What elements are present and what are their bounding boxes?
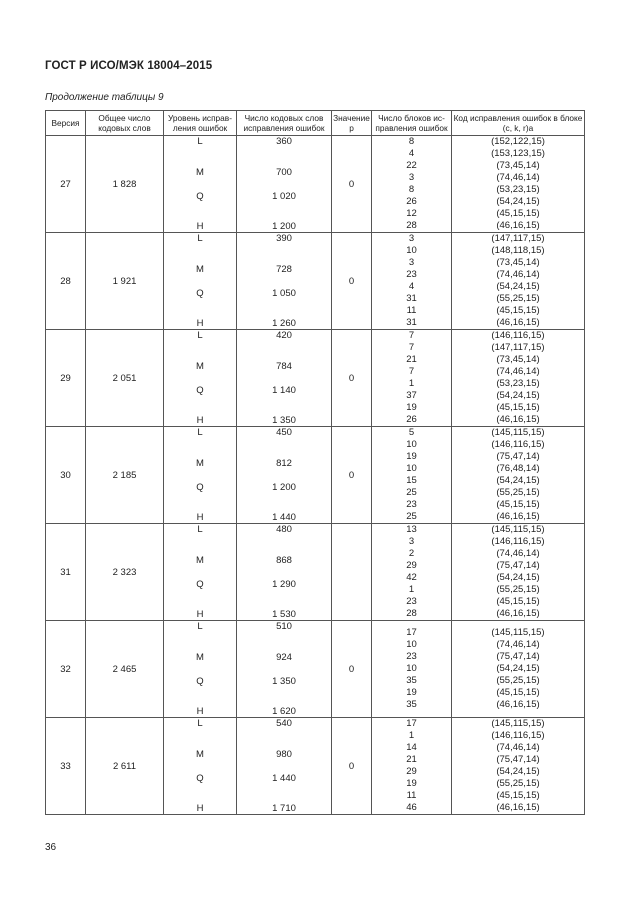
ec-codewords-cell-item: 1 440 bbox=[272, 772, 296, 784]
block-code-cell bbox=[452, 136, 585, 233]
ec-level-cell-item: H bbox=[196, 512, 204, 523]
ec-blocks-cell-item: 37 bbox=[406, 390, 417, 401]
block-code-cell-item: (74,46,14) bbox=[496, 172, 540, 183]
ec-blocks-cell-item: 11 bbox=[406, 790, 417, 801]
block-code-cell-item: (46,16,15) bbox=[496, 608, 540, 619]
ec-codewords-cell-item: 868 bbox=[276, 554, 292, 566]
ec-codewords-cell-item: 360 bbox=[276, 136, 292, 147]
ec-level-cell-item: H bbox=[196, 221, 204, 232]
ec-blocks-cell-item: 25 bbox=[406, 487, 417, 498]
ec-codewords-cell-item: 1 020 bbox=[272, 190, 296, 202]
ec-blocks-cell-item: 22 bbox=[406, 160, 417, 171]
block-code-cell-item: (45,15,15) bbox=[496, 208, 540, 219]
block-code-cell-item: (75,47,14) bbox=[496, 560, 540, 571]
block-code-cell-item: (55,25,15) bbox=[496, 584, 540, 595]
ec-blocks-cell-item: 17 bbox=[406, 718, 417, 729]
ec-blocks-cell-item: 7 bbox=[408, 330, 415, 341]
block-code-cell-item: (54,24,15) bbox=[496, 281, 540, 292]
ec-blocks-cell-item: 5 bbox=[408, 427, 415, 438]
ec-level-cell bbox=[164, 524, 237, 621]
ec-blocks-cell-item: 11 bbox=[406, 305, 417, 316]
ec-codewords-cell-item: 1 140 bbox=[272, 384, 296, 396]
block-code-cell-item: (54,24,15) bbox=[496, 196, 540, 207]
block-code-cell-item: (73,45,14) bbox=[496, 354, 540, 365]
ec-codewords-cell bbox=[237, 524, 332, 621]
ec-blocks-cell-item: 21 bbox=[406, 354, 417, 365]
ec-level-cell-item: M bbox=[196, 554, 204, 566]
ec-blocks-cell-item: 10 bbox=[406, 439, 417, 450]
ec-codewords-cell-item: 1 530 bbox=[272, 609, 296, 620]
ec-blocks-cell-item: 31 bbox=[406, 317, 417, 328]
block-code-cell-item: (46,16,15) bbox=[496, 511, 540, 522]
ec-codewords-cell bbox=[237, 233, 332, 330]
ec-level-cell bbox=[164, 233, 237, 330]
block-code-cell-item: (54,24,15) bbox=[496, 390, 540, 401]
block-code-cell-item: (148,118,15) bbox=[491, 245, 545, 256]
ec-blocks-cell-item: 26 bbox=[406, 414, 417, 425]
block-code-cell-item: (45,15,15) bbox=[496, 499, 540, 510]
block-code-cell-item: (76,48,14) bbox=[496, 463, 540, 474]
ec-codewords-cell-item: 1 350 bbox=[272, 675, 296, 687]
ec-blocks-cell-item: 3 bbox=[408, 257, 415, 268]
ec-level-cell-item: Q bbox=[196, 190, 204, 202]
p-value-cell: 0 bbox=[332, 136, 372, 233]
table-row bbox=[46, 330, 585, 427]
ec-level-cell-item: H bbox=[196, 415, 204, 426]
ec-blocks-cell-item: 26 bbox=[406, 196, 417, 207]
ec-blocks-cell-item: 28 bbox=[406, 608, 417, 619]
ec-codewords-cell-item: 510 bbox=[276, 621, 292, 632]
column-header-ec-level: Уровень исправ-ления ошибок bbox=[164, 111, 237, 136]
column-header-p-value: Значение p bbox=[332, 111, 372, 136]
ec-codewords-cell bbox=[237, 718, 332, 815]
table-header-row bbox=[46, 111, 585, 136]
ec-blocks-cell-item: 1 bbox=[408, 584, 415, 595]
ec-level-cell-item: M bbox=[196, 651, 204, 663]
ec-level-cell-item: H bbox=[196, 803, 204, 814]
ec-codewords-cell bbox=[237, 330, 332, 427]
block-code-cell-item: (55,25,15) bbox=[496, 778, 540, 789]
block-code-cell-item: (45,15,15) bbox=[496, 790, 540, 801]
table-row bbox=[46, 427, 585, 524]
ec-blocks-cell-item: 10 bbox=[406, 663, 417, 674]
block-code-cell-item: (73,45,14) bbox=[496, 257, 540, 268]
ec-blocks-cell-item: 7 bbox=[408, 366, 415, 377]
ec-blocks-cell-item: 10 bbox=[406, 245, 417, 256]
ec-blocks-cell-item: 4 bbox=[408, 281, 415, 292]
table-caption: Продолжение таблицы 9 bbox=[45, 92, 164, 103]
block-code-cell-item: (145,115,15) bbox=[491, 718, 545, 729]
ec-codewords-cell-item: 1 290 bbox=[272, 578, 296, 590]
column-header-total-codewords: Общее число кодовых слов bbox=[86, 111, 164, 136]
block-code-cell-item: (45,15,15) bbox=[496, 305, 540, 316]
ec-blocks-cell-item: 10 bbox=[406, 639, 417, 650]
ec-blocks-cell-item: 1 bbox=[408, 730, 415, 741]
ec-blocks-cell-item: 8 bbox=[408, 136, 415, 147]
ec-codewords-cell-item: 924 bbox=[276, 651, 292, 663]
ec-blocks-cell bbox=[372, 427, 452, 524]
column-header-version: Версия bbox=[46, 111, 86, 136]
block-code-cell-item: (46,16,15) bbox=[496, 317, 540, 328]
ec-codewords-cell bbox=[237, 621, 332, 718]
ec-level-cell-item: M bbox=[196, 263, 204, 275]
column-header-ec-blocks: Число блоков ис-правления ошибок bbox=[372, 111, 452, 136]
ec-level-cell-item: Q bbox=[196, 384, 204, 396]
p-value-cell: 0 bbox=[332, 330, 372, 427]
ec-level-cell bbox=[164, 330, 237, 427]
ec-codewords-cell-item: 700 bbox=[276, 166, 292, 178]
block-code-cell-item: (146,116,15) bbox=[491, 439, 545, 450]
ec-blocks-cell-item: 29 bbox=[406, 766, 417, 777]
block-code-cell-item: (54,24,15) bbox=[496, 572, 540, 583]
block-code-cell-item: (145,115,15) bbox=[491, 524, 545, 535]
ec-blocks-cell-item: 7 bbox=[408, 342, 415, 353]
ec-codewords-cell-item: 1 620 bbox=[272, 706, 296, 717]
version-cell: 33 bbox=[46, 718, 86, 815]
ec-level-cell-item: L bbox=[197, 621, 203, 632]
total-codewords-cell: 2 323 bbox=[86, 524, 164, 621]
version-cell: 32 bbox=[46, 621, 86, 718]
ec-blocks-cell-item: 28 bbox=[406, 220, 417, 231]
ec-codewords-cell-item: 480 bbox=[276, 524, 292, 535]
block-code-cell-item: (74,46,14) bbox=[496, 639, 540, 650]
ec-blocks-cell-item: 2 bbox=[408, 548, 415, 559]
block-code-cell-item: (45,15,15) bbox=[496, 596, 540, 607]
ec-codewords-cell-item: 1 200 bbox=[272, 481, 296, 493]
ec-level-cell-item: H bbox=[196, 706, 204, 717]
p-value-cell bbox=[332, 524, 372, 621]
ec-blocks-cell-item: 25 bbox=[406, 511, 417, 522]
ec-level-cell-item: L bbox=[197, 427, 203, 438]
ec-level-cell-item: Q bbox=[196, 287, 204, 299]
block-code-cell-item: (146,116,15) bbox=[491, 730, 545, 741]
ec-level-cell-item: L bbox=[197, 524, 203, 535]
ec-codewords-cell-item: 390 bbox=[276, 233, 292, 244]
total-codewords-cell: 2 051 bbox=[86, 330, 164, 427]
version-cell: 27 bbox=[46, 136, 86, 233]
block-code-cell-item: (146,116,15) bbox=[491, 536, 545, 547]
ec-blocks-cell-item: 12 bbox=[406, 208, 417, 219]
block-code-cell bbox=[452, 524, 585, 621]
version-cell: 28 bbox=[46, 233, 86, 330]
page-number: 36 bbox=[45, 842, 57, 853]
ec-blocks-cell-item: 46 bbox=[406, 802, 417, 813]
block-code-cell-item: (46,16,15) bbox=[496, 699, 540, 710]
ec-level-cell-item: Q bbox=[196, 675, 204, 687]
ec-blocks-cell-item: 23 bbox=[406, 269, 417, 280]
block-code-cell bbox=[452, 621, 585, 718]
ec-codewords-cell-item: 980 bbox=[276, 748, 292, 760]
block-code-cell-item: (153,123,15) bbox=[491, 148, 545, 159]
ec-level-cell bbox=[164, 136, 237, 233]
ec-level-cell bbox=[164, 718, 237, 815]
block-code-cell-item: (152,122,15) bbox=[491, 136, 545, 147]
block-code-cell-item: (45,15,15) bbox=[496, 402, 540, 413]
ec-blocks-cell bbox=[372, 524, 452, 621]
block-code-cell-item: (145,115,15) bbox=[491, 627, 545, 638]
ec-level-cell-item: L bbox=[197, 330, 203, 341]
total-codewords-cell: 1 828 bbox=[86, 136, 164, 233]
block-code-cell-item: (46,16,15) bbox=[496, 414, 540, 425]
version-cell: 30 bbox=[46, 427, 86, 524]
block-code-cell-item: (75,47,14) bbox=[496, 651, 540, 662]
ec-blocks-cell-item: 19 bbox=[406, 402, 417, 413]
ec-blocks-cell bbox=[372, 621, 452, 718]
ec-level-cell-item: Q bbox=[196, 481, 204, 493]
ec-blocks-cell-item: 19 bbox=[406, 451, 417, 462]
ec-blocks-cell-item: 42 bbox=[406, 572, 417, 583]
p-value-cell: 0 bbox=[332, 233, 372, 330]
ec-blocks-cell-item: 23 bbox=[406, 596, 417, 607]
block-code-cell-item: (74,46,14) bbox=[496, 742, 540, 753]
block-code-cell-item: (145,115,15) bbox=[491, 427, 545, 438]
ec-level-cell-item: M bbox=[196, 166, 204, 178]
ec-level-cell-item: L bbox=[197, 136, 203, 147]
ec-blocks-cell-item: 35 bbox=[406, 675, 417, 686]
ec-codewords-cell-item: 784 bbox=[276, 360, 292, 372]
ec-codewords-cell-item: 812 bbox=[276, 457, 292, 469]
block-code-cell-item: (54,24,15) bbox=[496, 663, 540, 674]
ec-blocks-cell-item: 23 bbox=[406, 499, 417, 510]
block-code-cell-item: (54,24,15) bbox=[496, 475, 540, 486]
ec-codewords-cell bbox=[237, 136, 332, 233]
ec-level-cell-item: M bbox=[196, 360, 204, 372]
block-code-cell-item: (45,15,15) bbox=[496, 687, 540, 698]
p-value-cell: 0 bbox=[332, 621, 372, 718]
block-code-cell-item: (54,24,15) bbox=[496, 766, 540, 777]
ec-codewords-cell-item: 1 200 bbox=[272, 221, 296, 232]
column-header-ec-codewords: Число кодовых слов исправления ошибок bbox=[237, 111, 332, 136]
ec-blocks-cell bbox=[372, 233, 452, 330]
ec-blocks-cell bbox=[372, 136, 452, 233]
block-code-cell-item: (146,116,15) bbox=[491, 330, 545, 341]
document-title: ГОСТ Р ИСО/МЭК 18004–2015 bbox=[45, 60, 213, 72]
table-row bbox=[46, 524, 585, 621]
ec-level-cell-item: M bbox=[196, 748, 204, 760]
ec-codewords-cell-item: 1 350 bbox=[272, 415, 296, 426]
block-code-cell bbox=[452, 718, 585, 815]
block-code-cell-item: (74,46,14) bbox=[496, 548, 540, 559]
block-code-cell-item: (147,117,15) bbox=[491, 233, 545, 244]
p-value-cell: 0 bbox=[332, 718, 372, 815]
version-cell: 31 bbox=[46, 524, 86, 621]
ec-codewords-cell-item: 1 260 bbox=[272, 318, 296, 329]
ec-blocks-cell-item: 17 bbox=[406, 627, 417, 638]
ec-blocks-cell-item: 10 bbox=[406, 463, 417, 474]
ec-blocks-cell-item: 1 bbox=[408, 378, 415, 389]
total-codewords-cell: 2 185 bbox=[86, 427, 164, 524]
block-code-cell-item: (75,47,14) bbox=[496, 754, 540, 765]
block-code-cell-item: (147,117,15) bbox=[491, 342, 545, 353]
ec-level-cell-item: Q bbox=[196, 772, 204, 784]
ec-codewords-cell-item: 540 bbox=[276, 718, 292, 729]
ec-level-cell-item: Q bbox=[196, 578, 204, 590]
version-cell: 29 bbox=[46, 330, 86, 427]
ec-codewords-cell-item: 1 710 bbox=[272, 803, 296, 814]
block-code-cell-item: (55,25,15) bbox=[496, 293, 540, 304]
column-header-block-code: Код исправления ошибок в блоке (c, k, r)a bbox=[452, 111, 585, 136]
ec-codewords-cell bbox=[237, 427, 332, 524]
ec-blocks-cell-item: 3 bbox=[408, 233, 415, 244]
ec-blocks-cell bbox=[372, 330, 452, 427]
table-row bbox=[46, 718, 585, 815]
ec-codewords-cell-item: 1 050 bbox=[272, 287, 296, 299]
table-row bbox=[46, 621, 585, 718]
ec-blocks-cell-item: 8 bbox=[408, 184, 415, 195]
block-code-cell-item: (53,23,15) bbox=[496, 378, 540, 389]
ec-codewords-cell-item: 728 bbox=[276, 263, 292, 275]
ec-blocks-cell-item: 35 bbox=[406, 699, 417, 710]
ec-level-cell-item: H bbox=[196, 318, 204, 329]
block-code-cell-item: (46,16,15) bbox=[496, 220, 540, 231]
ec-blocks-cell-item: 15 bbox=[406, 475, 417, 486]
block-code-cell bbox=[452, 330, 585, 427]
ec-blocks-cell bbox=[372, 718, 452, 815]
block-code-cell-item: (75,47,14) bbox=[496, 451, 540, 462]
block-code-cell-item: (46,16,15) bbox=[496, 802, 540, 813]
ec-blocks-cell-item: 19 bbox=[406, 687, 417, 698]
ec-blocks-cell-item: 29 bbox=[406, 560, 417, 571]
ec-level-cell-item: L bbox=[197, 718, 203, 729]
block-code-cell bbox=[452, 233, 585, 330]
block-code-cell-item: (74,46,14) bbox=[496, 269, 540, 280]
ec-blocks-cell-item: 3 bbox=[408, 172, 415, 183]
total-codewords-cell: 2 611 bbox=[86, 718, 164, 815]
p-value-cell: 0 bbox=[332, 427, 372, 524]
ec-blocks-cell-item: 23 bbox=[406, 651, 417, 662]
table-row bbox=[46, 233, 585, 330]
ec-codewords-cell-item: 450 bbox=[276, 427, 292, 438]
total-codewords-cell: 1 921 bbox=[86, 233, 164, 330]
ec-blocks-cell-item: 21 bbox=[406, 754, 417, 765]
ec-level-cell bbox=[164, 427, 237, 524]
total-codewords-cell: 2 465 bbox=[86, 621, 164, 718]
block-code-cell-item: (73,45,14) bbox=[496, 160, 540, 171]
ec-blocks-cell-item: 3 bbox=[408, 536, 415, 547]
ec-blocks-cell-item: 4 bbox=[408, 148, 415, 159]
error-correction-table bbox=[45, 110, 585, 815]
ec-blocks-cell-item: 19 bbox=[406, 778, 417, 789]
ec-level-cell-item: M bbox=[196, 457, 204, 469]
table-row bbox=[46, 136, 585, 233]
ec-level-cell bbox=[164, 621, 237, 718]
ec-blocks-cell-item: 31 bbox=[406, 293, 417, 304]
ec-codewords-cell-item: 420 bbox=[276, 330, 292, 341]
ec-level-cell-item: L bbox=[197, 233, 203, 244]
block-code-cell bbox=[452, 427, 585, 524]
ec-blocks-cell-item: 14 bbox=[406, 742, 417, 753]
block-code-cell-item: (53,23,15) bbox=[496, 184, 540, 195]
ec-codewords-cell-item: 1 440 bbox=[272, 512, 296, 523]
block-code-cell-item: (55,25,15) bbox=[496, 675, 540, 686]
ec-blocks-cell-item: 13 bbox=[406, 524, 417, 535]
block-code-cell-item: (55,25,15) bbox=[496, 487, 540, 498]
block-code-cell-item: (74,46,14) bbox=[496, 366, 540, 377]
ec-level-cell-item: H bbox=[196, 609, 204, 620]
